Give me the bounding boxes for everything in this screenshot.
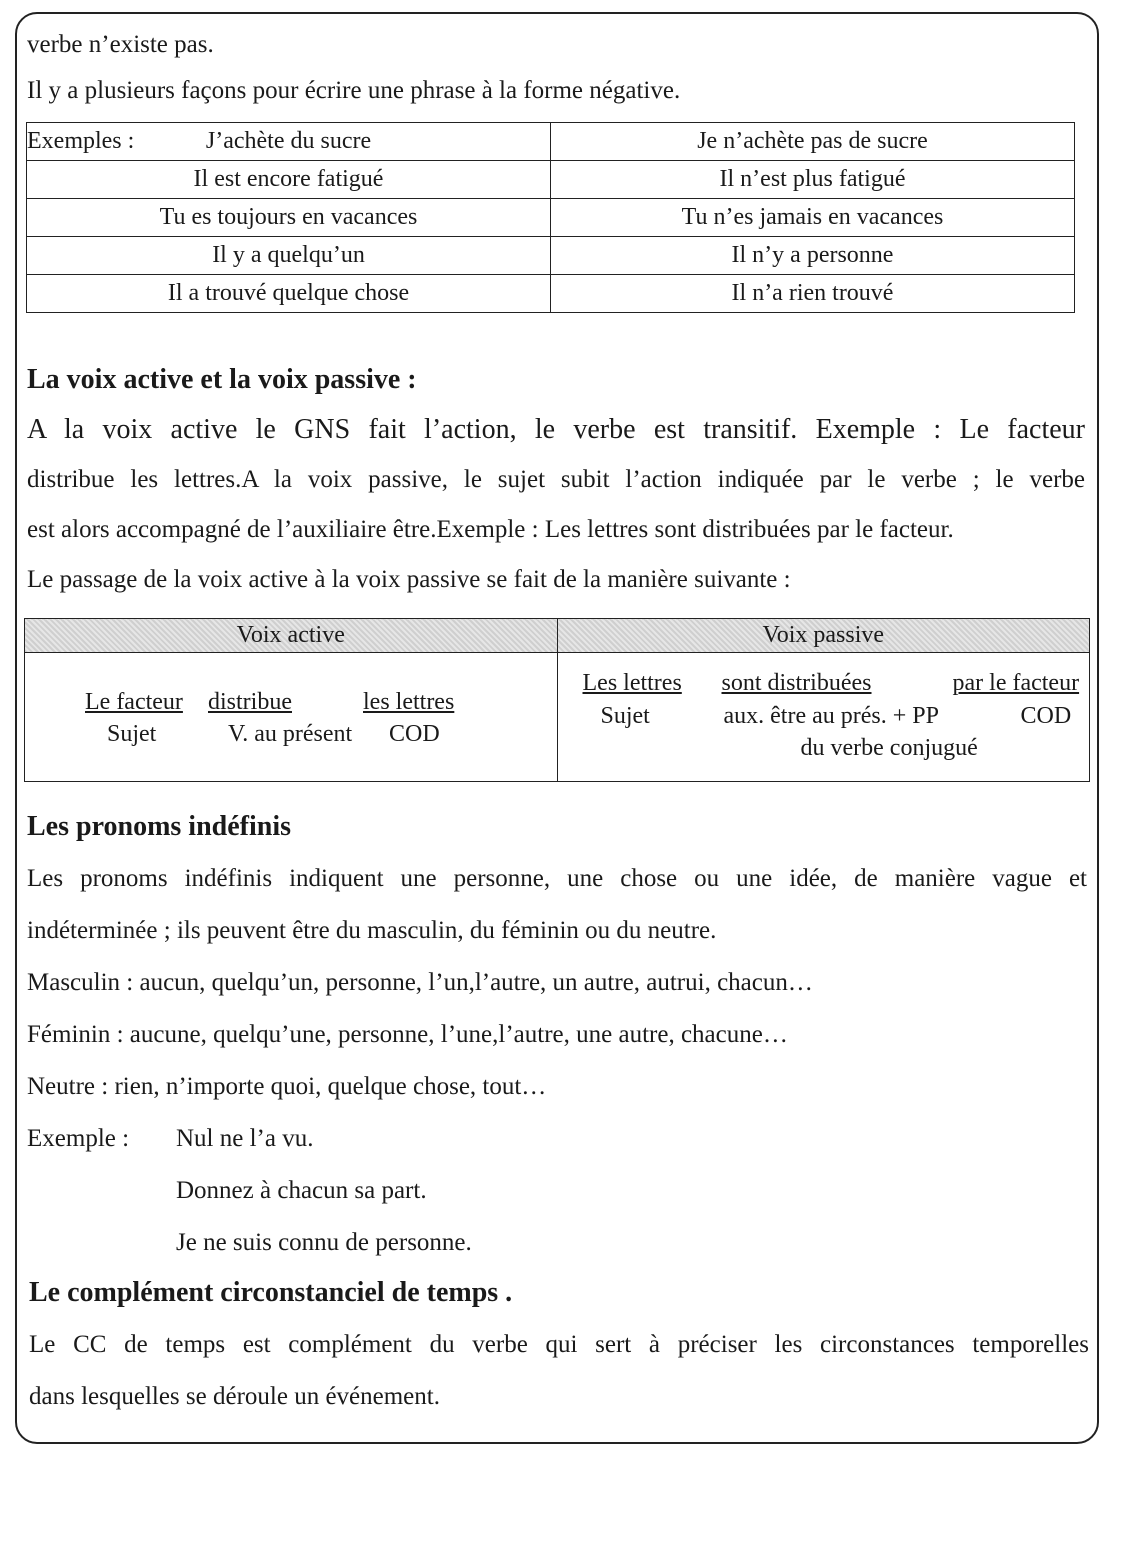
table-cell: Il a trouvé quelque chose: [27, 275, 551, 313]
voice-table: [24, 618, 1090, 782]
passive-cell: [557, 653, 1090, 782]
role-label: aux. être au prés. + PP: [723, 703, 939, 729]
table-cell: J’achète du sucre: [205, 128, 372, 154]
paragraph-line: Neutre : rien, n’importe quoi, quelque chose, tout…: [27, 1073, 547, 1100]
table-row: [27, 161, 1075, 199]
paragraph-line: Féminin : aucune, quelqu’une, personne, l’une,l’autre, une autre, chacune…: [27, 1021, 788, 1048]
paragraph-line: Le passage de la voix active à la voix passive se fait de la manière suivante :: [27, 566, 791, 593]
intro-line: verbe n’existe pas.: [27, 31, 214, 58]
table-cell: Il n’a rien trouvé: [551, 275, 1075, 313]
table-cell: Je n’achète pas de sucre: [551, 123, 1075, 161]
table-cell: Il n’est plus fatigué: [551, 161, 1075, 199]
negation-table: [26, 122, 1075, 313]
table-row: [27, 237, 1075, 275]
verb-word: distribue: [208, 689, 292, 715]
paragraph-line: dans lesquelles se déroule un événement.: [29, 1383, 440, 1410]
examples-label: Exemples :: [27, 128, 135, 154]
table-cell: Il y a quelqu’un: [27, 237, 551, 275]
role-label: du verbe conjugué: [800, 735, 978, 761]
role-label: COD: [1020, 703, 1072, 729]
table-row: [27, 123, 1075, 161]
section-heading: Le complément circonstanciel de temps .: [29, 1277, 513, 1308]
intro-line: Il y a plusieurs façons pour écrire une phrase à la forme négative.: [27, 77, 681, 104]
subject-word: Le facteur: [85, 689, 183, 715]
role-label: Sujet: [600, 703, 650, 729]
subject-word: Les lettres: [582, 670, 682, 696]
table-row: [27, 199, 1075, 237]
object-word: les lettres: [363, 689, 455, 715]
role-label: V. au présent: [228, 721, 353, 747]
example-label: Exemple :: [27, 1125, 130, 1152]
active-cell: [25, 653, 558, 782]
table-cell: Il n’y a personne: [551, 237, 1075, 275]
paragraph-line: est alors accompagné de l’auxiliaire être.Exemple : Les lettres sont distribuées par le facteur.: [27, 516, 954, 543]
example-sentence: Donnez à chacun sa part.: [176, 1177, 427, 1204]
paragraph-line: Le CC de temps est complément du verbe qui sert à préciser les circonstances temporelles: [29, 1331, 1089, 1358]
role-label: Sujet: [107, 721, 157, 747]
role-label: COD: [389, 721, 440, 747]
example-sentence: Je ne suis connu de personne.: [176, 1229, 472, 1256]
verb-word: sont distribuées: [721, 670, 872, 696]
table-cell: Il est encore fatigué: [27, 161, 551, 199]
passive-header: Voix passive: [557, 619, 1090, 653]
table-row: [27, 275, 1075, 313]
section-heading: Les pronoms indéfinis: [27, 811, 291, 842]
paragraph-line: distribue les lettres.A la voix passive, le sujet subit l’action indiquée par le verbe ; le verbe: [27, 466, 1085, 493]
paragraph-line: A la voix active le GNS fait l’action, le verbe est transitif. Exemple : Le facteur: [27, 414, 1085, 445]
paragraph-line: indéterminée ; ils peuvent être du masculin, du féminin ou du neutre.: [27, 917, 717, 944]
paragraph-line: Les pronoms indéfinis indiquent une personne, une chose ou une idée, de manière vague et: [27, 865, 1087, 892]
table-cell: Tu es toujours en vacances: [27, 199, 551, 237]
paragraph-line: Masculin : aucun, quelqu’un, personne, l’un,l’autre, un autre, autrui, chacun…: [27, 969, 813, 996]
active-header: Voix active: [25, 619, 558, 653]
section-heading: La voix active et la voix passive :: [27, 364, 417, 395]
agent-word: par le facteur: [952, 670, 1080, 696]
table-cell: Tu n’es jamais en vacances: [551, 199, 1075, 237]
example-sentence: Nul ne l’a vu.: [176, 1125, 314, 1152]
